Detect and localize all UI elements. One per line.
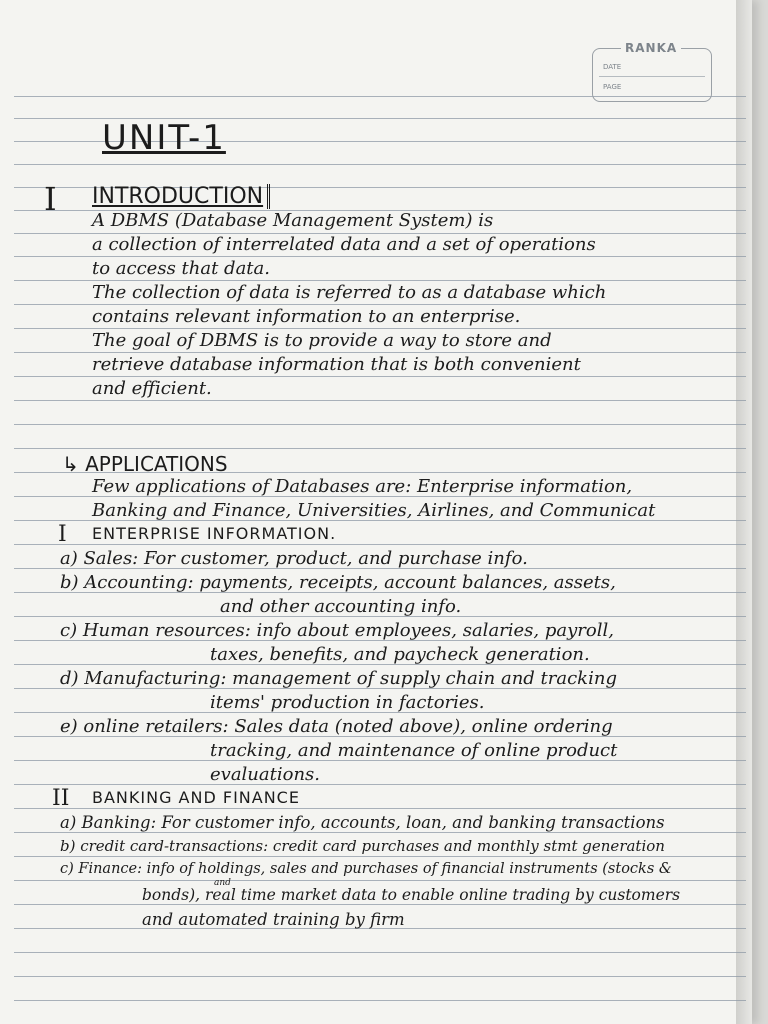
enterprise-line: and other accounting info. bbox=[220, 596, 462, 617]
page-label: PAGE bbox=[603, 83, 622, 91]
banking-line: and automated training by firm bbox=[142, 910, 405, 929]
ruled-line bbox=[14, 328, 746, 329]
subsection-numeral: II bbox=[52, 786, 70, 811]
banking-line: bonds), real time market data to enable online trading by customers bbox=[142, 886, 681, 904]
ruled-line bbox=[14, 808, 746, 809]
ruled-line bbox=[14, 376, 746, 377]
section-heading-introduction: INTRODUCTION bbox=[92, 184, 270, 209]
brand-divider bbox=[599, 76, 705, 77]
intro-line: A DBMS (Database Management System) is bbox=[92, 210, 494, 231]
ruled-line bbox=[14, 280, 746, 281]
ruled-line bbox=[14, 256, 746, 257]
banking-line: a) Banking: For customer info, accounts, loan, and banking transactions bbox=[60, 813, 665, 832]
ruled-line bbox=[14, 1000, 746, 1001]
ruled-line bbox=[14, 952, 746, 953]
section-heading-applications: ↳ APPLICATIONS bbox=[62, 452, 228, 476]
ruled-line bbox=[14, 856, 746, 857]
page-title: UNIT-1 bbox=[102, 118, 226, 158]
enterprise-line: taxes, benefits, and paycheck generation. bbox=[210, 644, 590, 665]
enterprise-line: e) online retailers: Sales data (noted above), online ordering bbox=[60, 716, 613, 737]
ruled-line bbox=[14, 164, 746, 165]
ruled-line bbox=[14, 400, 746, 401]
subsection-heading-banking: BANKING AND FINANCE bbox=[92, 788, 300, 807]
ruled-line bbox=[14, 904, 746, 905]
enterprise-line: evaluations. bbox=[210, 764, 321, 785]
subsection-heading-enterprise: ENTERPRISE INFORMATION. bbox=[92, 524, 337, 543]
enterprise-line: d) Manufacturing: management of supply chain and tracking bbox=[60, 668, 617, 689]
subsection-numeral: I bbox=[58, 522, 67, 547]
section-numeral: I bbox=[44, 180, 57, 218]
ruled-line bbox=[14, 424, 746, 425]
notebook-brand-box bbox=[592, 41, 712, 102]
ruled-line bbox=[14, 352, 746, 353]
page-edge bbox=[736, 0, 752, 1024]
intro-line: contains relevant information to an enterprise. bbox=[92, 306, 521, 327]
ruled-line bbox=[14, 832, 746, 833]
intro-line: a collection of interrelated data and a set of operations bbox=[92, 234, 596, 255]
ruled-line bbox=[14, 880, 746, 881]
brand-name: RANKA bbox=[621, 41, 681, 55]
ruled-line bbox=[14, 304, 746, 305]
ruled-line bbox=[14, 448, 746, 449]
ruled-line bbox=[14, 784, 746, 785]
intro-line: retrieve database information that is both convenient bbox=[92, 354, 581, 375]
banking-line: b) credit card-transactions: credit card purchases and monthly stmt generation bbox=[60, 837, 665, 855]
enterprise-line: c) Human resources: info about employees, salaries, payroll, bbox=[60, 620, 614, 641]
intro-line: The collection of data is referred to as a database which bbox=[92, 282, 607, 303]
enterprise-line: tracking, and maintenance of online product bbox=[210, 740, 618, 761]
ruled-line bbox=[14, 976, 746, 977]
intro-line: to access that data. bbox=[92, 258, 270, 279]
date-label: DATE bbox=[603, 63, 622, 71]
ruled-line bbox=[14, 544, 746, 545]
intro-line: and efficient. bbox=[92, 378, 212, 399]
enterprise-line: items' production in factories. bbox=[210, 692, 485, 713]
intro-line: The goal of DBMS is to provide a way to store and bbox=[92, 330, 552, 351]
enterprise-line: a) Sales: For customer, product, and purchase info. bbox=[60, 548, 528, 569]
enterprise-line: b) Accounting: payments, receipts, account balances, assets, bbox=[60, 572, 616, 593]
applications-intro-line: Banking and Finance, Universities, Airlines, and Communicat bbox=[92, 500, 656, 521]
banking-line: c) Finance: info of holdings, sales and purchases of financial instruments (stocks & bbox=[60, 861, 672, 877]
banking-insertion: and bbox=[214, 878, 231, 888]
applications-intro-line: Few applications of Databases are: Enterprise information, bbox=[92, 476, 633, 497]
